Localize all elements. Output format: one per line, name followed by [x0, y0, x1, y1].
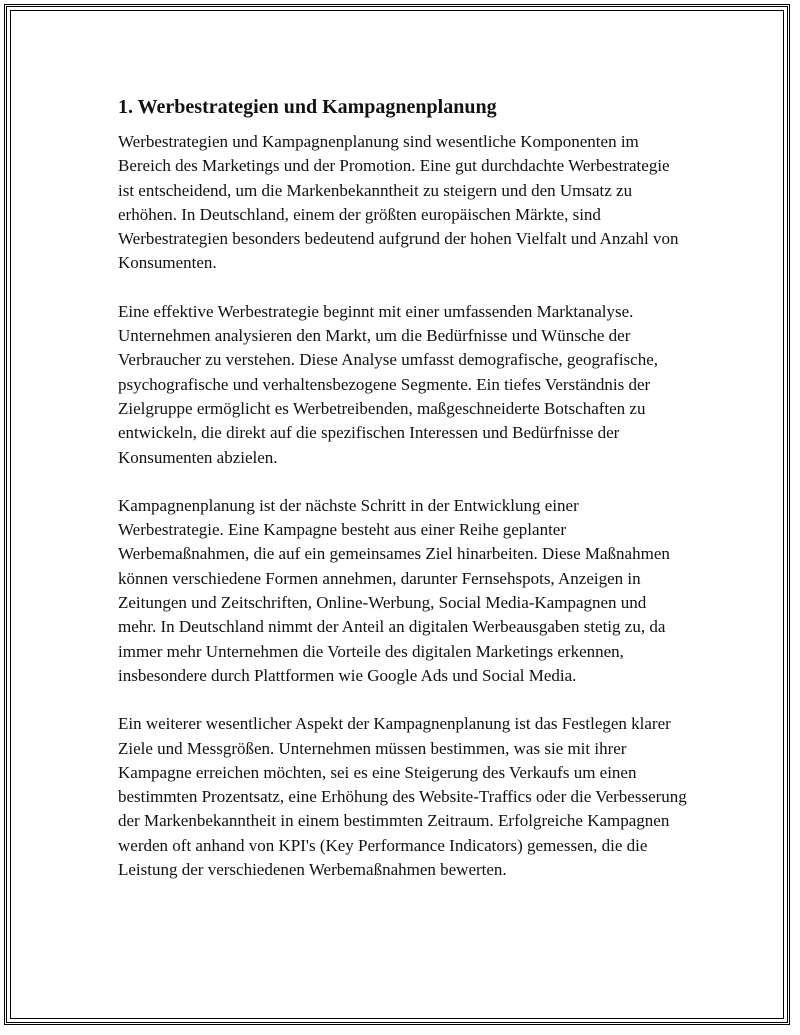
- document-body: [118, 94, 688, 906]
- paragraph-4: Ein weiterer wesentlicher Aspekt der Kampagnenplanung ist das Festlegen klarer Ziele und Messgrößen. Unternehmen müssen bestimmen, was sie mit ihrer Kampagne erreichen möchten, sei es eine Steigerung des Verkaufs um einen bestimmten Prozentsatz, eine Erhöhung des Website-Traffics oder die Verbesserung der Markenbekanntheit in einem bestimmten Zeitraum. Erfolgreiche Kampagnen werden oft anhand von KPI's (Key Performance Indicators) gemessen, die die Leistung der verschiedenen Werbemaßnahmen bewerten.: [118, 714, 687, 880]
- section-heading: 1. Werbestrategien und Kampagnenplanung: [118, 96, 497, 118]
- paragraph-2: Eine effektive Werbestrategie beginnt mit einer umfassenden Marktanalyse. Unternehmen analysieren den Markt, um die Bedürfnisse und Wünsche der Verbraucher zu verstehen. Diese Analyse umfasst demografische, geografische, psychografische und verhaltensbezogene Segmente. Ein tiefes Verständnis der Zielgruppe ermöglicht es Werbetreibenden, maßgeschneiderte Botschaften zu entwickeln, die direkt auf die spezifischen Interessen und Bedürfnisse der Konsumenten abzielen.: [118, 301, 659, 467]
- paragraph-3: Kampagnenplanung ist der nächste Schritt in der Entwicklung einer Werbestrategie. Eine Kampagne besteht aus einer Reihe geplanter Werbemaßnahmen, die auf ein gemeinsames Ziel hinarbeiten. Diese Maßnahmen können verschiedene Formen annehmen, darunter Fernsehspots, Anzeigen in Zeitungen und Zeitschriften, Online-Werbung, Social Media-Kampagnen und mehr. In Deutschland nimmt der Anteil an digitalen Werbeausgaben stetig zu, da immer mehr Unternehmen die Vorteile des digitalen Marketings erkennen, insbesondere durch Plattformen wie Google Ads und Social Media.: [118, 495, 670, 685]
- paragraph-1: Werbestrategien und Kampagnenplanung sind wesentliche Komponenten im Bereich des Marketings und der Promotion. Eine gut durchdachte Werbestrategie ist entscheidend, um die Markenbekanntheit zu steigern und den Umsatz zu erhöhen. In Deutschland, einem der größten europäischen Märkte, sind Werbestrategien besonders bedeutend aufgrund der hohen Vielfalt und Anzahl von Konsumenten.: [118, 132, 679, 273]
